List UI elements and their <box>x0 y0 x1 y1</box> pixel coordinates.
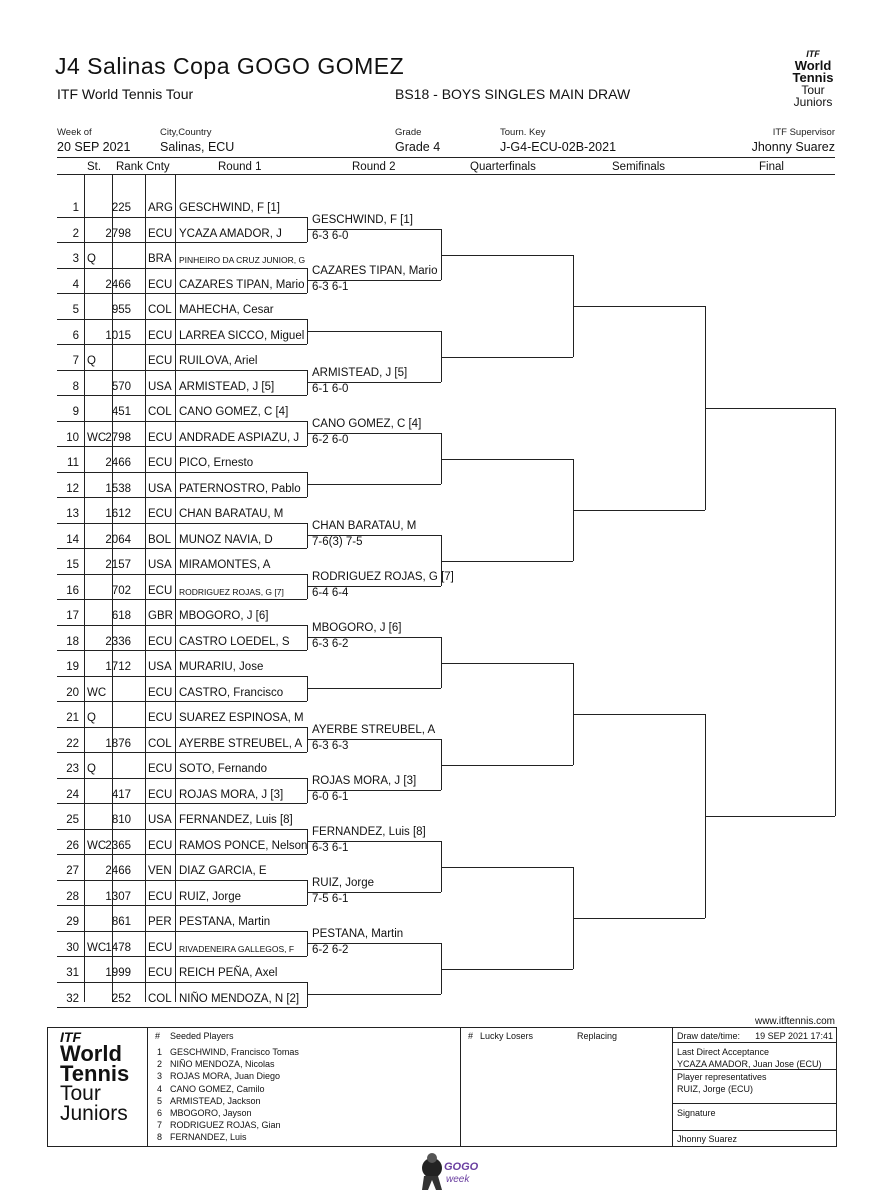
player-rank: 2466 <box>105 278 131 291</box>
itf-logo-itf: ITF <box>806 49 820 59</box>
player-country: COL <box>148 992 172 1005</box>
player-name: ARMISTEAD, J [5] <box>179 380 275 393</box>
footer-div-2 <box>460 1027 461 1146</box>
tour-name: ITF World Tennis Tour <box>57 86 194 102</box>
r2-winner: FERNANDEZ, Luis [8] <box>312 826 426 839</box>
grade-label: Grade <box>395 127 422 138</box>
player-name: RAMOS PONCE, Nelson <box>179 839 308 852</box>
player-row <box>57 956 307 981</box>
player-name: AYERBE STREUBEL, A <box>179 737 303 750</box>
city-label: City,Country <box>160 127 212 138</box>
itf-logo-bottom-world: World <box>60 1041 122 1066</box>
seeded-title: Seeded Players <box>170 1031 234 1041</box>
sf-line <box>573 714 705 715</box>
player-row <box>57 191 307 216</box>
player-name: MBOGORO, J [6] <box>179 610 269 622</box>
draw-position: 25 <box>66 814 79 826</box>
r2-score: 6-3 6-1 <box>312 842 349 855</box>
r2-score: 6-1 6-0 <box>312 383 349 396</box>
svg-text:GOGO: GOGO <box>444 1161 479 1173</box>
entry-status: Q <box>87 763 96 775</box>
player-name: ROJAS MORA, J [3] <box>179 788 284 801</box>
player-country: COL <box>148 406 172 418</box>
player-rank: 1538 <box>105 482 131 495</box>
footer-rule-a <box>672 1042 836 1043</box>
player-row <box>57 727 307 752</box>
itf-logo-top <box>783 48 843 108</box>
draw-position: 1 <box>72 202 79 214</box>
player-row <box>57 931 307 956</box>
itf-logo-bottom-tennis: Tennis <box>60 1061 130 1086</box>
r2-winner: CANO GOMEZ, C [4] <box>312 418 422 431</box>
player-country: USA <box>148 380 172 393</box>
player-name: RIVADENEIRA GALLEGOS, F <box>179 943 295 954</box>
player-name: PICO, Ernesto <box>179 457 254 469</box>
draw-position: 28 <box>66 890 79 903</box>
player-rank: 2365 <box>105 839 131 852</box>
player-country: COL <box>148 304 172 316</box>
r2-winner: GESCHWIND, F [1] <box>312 214 413 227</box>
player-name: SUAREZ ESPINOSA, M <box>179 712 304 724</box>
player-country: VEN <box>148 865 172 877</box>
lda-value: YCAZA AMADOR, Juan Jose (ECU) <box>677 1059 822 1069</box>
player-country: ECU <box>148 712 173 724</box>
player-name: CHAN BARATAU, M <box>179 508 284 520</box>
player-country: ECU <box>148 457 173 469</box>
player-rank: 618 <box>111 610 131 622</box>
event-name: BS18 - BOYS SINGLES MAIN DRAW <box>395 86 631 102</box>
qf-line <box>441 459 573 460</box>
player-row <box>57 395 307 420</box>
player-name: MIRAMONTES, A <box>179 559 271 571</box>
player-rank: 810 <box>111 814 131 826</box>
player-row <box>57 676 307 701</box>
seed-number: 8 <box>157 1132 163 1143</box>
entry-status: WC <box>87 941 107 954</box>
seed-name: FERNANDEZ, Luis <box>170 1132 247 1143</box>
player-country: ECU <box>148 941 173 954</box>
player-name: SOTO, Fernando <box>179 763 267 775</box>
r2-score: 6-3 6-3 <box>312 740 349 753</box>
player-name: REICH PEÑA, Axel <box>179 967 278 979</box>
draw-position: 11 <box>67 457 79 469</box>
lucky-losers-title: Lucky Losers <box>480 1031 534 1041</box>
player-row <box>57 268 307 293</box>
website: www.itftennis.com <box>754 1016 835 1027</box>
replacing-title: Replacing <box>577 1031 618 1041</box>
player-country: ECU <box>148 890 173 903</box>
player-country: ECU <box>148 635 173 648</box>
qf-line <box>441 867 573 868</box>
col-cnty: Cnty <box>146 161 170 173</box>
entry-status: Q <box>87 355 96 367</box>
player-row <box>57 803 307 828</box>
r2-winner: RUIZ, Jorge <box>312 877 374 890</box>
seed-name: ARMISTEAD, Jackson <box>170 1095 261 1106</box>
r2-score: 6-4 6-4 <box>312 587 349 600</box>
player-country: ECU <box>148 329 173 342</box>
footer-rule-c <box>672 1103 836 1104</box>
player-name: YCAZA AMADOR, J <box>179 227 282 240</box>
player-row <box>57 982 307 1007</box>
player-row <box>57 650 307 675</box>
player-row <box>57 446 307 471</box>
reps-value: RUIZ, Jorge (ECU) <box>677 1084 754 1094</box>
entry-status: Q <box>87 253 96 265</box>
draw-position: 31 <box>66 967 79 979</box>
draw-position: 5 <box>72 304 79 316</box>
player-row <box>57 421 307 446</box>
gogo-week-logo-graphic <box>418 1150 479 1194</box>
draw-position: 15 <box>66 559 79 571</box>
player-country: USA <box>148 661 172 673</box>
draw-date-value: 19 SEP 2021 17:41 <box>755 1031 833 1041</box>
player-rank: 2157 <box>105 559 131 571</box>
r2-line <box>307 484 441 485</box>
player-name: PATERNOSTRO, Pablo <box>179 482 301 495</box>
player-name: PINHEIRO DA CRUZ JUNIOR, G <box>179 255 306 265</box>
itf-logo-tennis: Tennis <box>792 70 834 85</box>
r2-score: 6-2 6-2 <box>312 944 349 957</box>
key-label: Tourn. Key <box>500 127 546 138</box>
draw-position: 8 <box>72 380 79 393</box>
player-rank: 2064 <box>105 533 131 546</box>
header-rule-top <box>57 157 835 158</box>
player-country: COL <box>148 737 172 750</box>
seed-number: 1 <box>157 1047 163 1057</box>
player-country: BRA <box>148 253 172 265</box>
player-row <box>57 574 307 599</box>
sf-line <box>573 510 705 511</box>
player-country: USA <box>148 559 172 571</box>
player-row <box>57 701 307 726</box>
player-row <box>57 625 307 650</box>
seed-number: 3 <box>157 1071 163 1082</box>
itf-logo-world: World <box>794 58 832 73</box>
player-row <box>57 344 307 369</box>
player-rank: 861 <box>111 916 131 928</box>
player-name: CASTRO, Francisco <box>179 686 284 699</box>
draw-position: 24 <box>66 788 79 801</box>
draw-date-label: Draw date/time: <box>677 1031 741 1041</box>
seeded-hash: # <box>155 1031 161 1041</box>
r2-score: 6-3 6-0 <box>312 230 349 243</box>
entry-status: WC <box>87 839 107 852</box>
seed-number: 6 <box>157 1108 163 1118</box>
footer-div-1 <box>147 1027 148 1146</box>
player-rank: 1307 <box>105 890 131 903</box>
r2-winner: PESTANA, Martin <box>312 928 404 941</box>
col-semifinals: Semifinals <box>612 161 666 173</box>
player-rank: 702 <box>111 584 131 597</box>
player-name: CANO GOMEZ, C [4] <box>179 406 289 418</box>
col-round1: Round 1 <box>218 161 262 173</box>
player-rank: 2336 <box>105 635 131 648</box>
player-name: GESCHWIND, F [1] <box>179 202 280 214</box>
player-name: MUNOZ NAVIA, D <box>179 533 273 546</box>
r2-score: 6-3 6-2 <box>312 638 349 651</box>
player-name: MURARIU, Jose <box>179 661 264 673</box>
player-row <box>57 548 307 573</box>
qf-line <box>441 765 573 766</box>
seed-number: 4 <box>157 1083 163 1094</box>
draw-position: 32 <box>66 992 79 1005</box>
seed-number: 7 <box>157 1120 163 1131</box>
player-country: ECU <box>148 584 173 597</box>
player-country: ECU <box>148 788 173 801</box>
player-rank: 1712 <box>105 661 131 673</box>
r2-line <box>307 331 441 332</box>
player-name: RODRIGUEZ ROJAS, G [7] <box>179 586 284 597</box>
col-round2: Round 2 <box>352 161 396 173</box>
final-line <box>705 816 835 817</box>
player-row <box>57 752 307 777</box>
player-rank: 955 <box>111 304 131 316</box>
r2-score: 7-6(3) 7-5 <box>312 536 363 549</box>
player-row <box>57 854 307 879</box>
seed-name: MBOGORO, Jayson <box>170 1108 252 1118</box>
player-rank: 417 <box>111 788 131 801</box>
player-row <box>57 523 307 548</box>
player-rank: 2466 <box>105 865 131 877</box>
seed-name: ROJAS MORA, Juan Diego <box>170 1071 281 1082</box>
col-rank: Rank <box>116 161 143 173</box>
player-rank: 2798 <box>105 227 131 240</box>
draw-position: 20 <box>66 686 79 699</box>
draw-position: 26 <box>66 839 79 852</box>
draw-position: 6 <box>72 329 79 342</box>
draw-position: 18 <box>66 635 79 648</box>
draw-position: 4 <box>72 278 79 291</box>
itf-logo-juniors: Juniors <box>793 95 833 109</box>
key-value: J-G4-ECU-02B-2021 <box>500 140 617 154</box>
player-country: ECU <box>148 278 173 291</box>
draw-position: 10 <box>66 431 79 444</box>
player-country: USA <box>148 814 172 826</box>
draw-position: 3 <box>72 253 79 265</box>
draw-position: 27 <box>66 865 79 877</box>
player-rank: 1015 <box>105 329 131 342</box>
draw-position: 19 <box>66 661 79 673</box>
player-row <box>57 472 307 497</box>
seed-number: 5 <box>157 1095 163 1106</box>
seed-name: RODRIGUEZ ROJAS, Gian <box>170 1120 281 1131</box>
player-name: CAZARES TIPAN, Mario <box>179 278 305 291</box>
gogo-week-logo <box>418 1150 479 1194</box>
seed-number: 2 <box>157 1059 163 1070</box>
player-name: RUIZ, Jorge <box>179 890 241 903</box>
player-country: ECU <box>148 763 173 775</box>
seed-name: NIÑO MENDOZA, Nicolas <box>170 1059 275 1070</box>
qf-line <box>441 969 573 970</box>
signature-value: Jhonny Suarez <box>677 1134 738 1144</box>
draw-position: 29 <box>66 916 79 928</box>
itf-logo-bottom-itf: ITF <box>60 1029 81 1045</box>
player-country: ECU <box>148 839 173 852</box>
draw-position: 17 <box>66 610 79 622</box>
r2-score: 7-5 6-1 <box>312 893 349 906</box>
week-value: 20 SEP 2021 <box>57 140 131 154</box>
r2-winner: AYERBE STREUBEL, A <box>312 724 436 737</box>
seed-name: GESCHWIND, Francisco Tomas <box>170 1047 299 1057</box>
player-row <box>57 497 307 522</box>
r2-line <box>307 688 441 689</box>
supervisor-value: Jhonny Suarez <box>751 140 835 154</box>
player-country: ECU <box>148 508 173 520</box>
qf-line <box>441 255 573 256</box>
draw-position: 21 <box>66 712 79 724</box>
draw-position: 14 <box>66 533 79 546</box>
ll-hash: # <box>468 1031 474 1041</box>
itf-logo-bottom-juniors: Juniors <box>60 1102 128 1125</box>
footer-rule-b <box>672 1069 836 1070</box>
final-connector <box>835 408 836 816</box>
player-name: RUILOVA, Ariel <box>179 355 258 367</box>
player-rank: 1612 <box>105 508 131 520</box>
col-quarterfinals: Quarterfinals <box>470 161 536 173</box>
player-name: LARREA SICCO, Miguel <box>179 329 305 342</box>
footer-rule-d <box>672 1130 836 1131</box>
qf-line <box>441 561 573 562</box>
player-country: PER <box>148 916 172 928</box>
entry-status: Q <box>87 712 96 724</box>
player-country: GBR <box>148 610 173 622</box>
player-row <box>57 370 307 395</box>
itf-logo-bottom <box>60 1030 129 1124</box>
player-rank: 451 <box>111 406 131 418</box>
player-row <box>57 242 307 267</box>
player-rank: 252 <box>111 992 131 1005</box>
final-line <box>705 408 835 409</box>
itf-logo-tour: Tour <box>801 83 825 97</box>
draw-position: 7 <box>72 355 79 367</box>
tournament-title: J4 Salinas Copa GOGO GOMEZ <box>55 53 405 79</box>
svg-text:week: week <box>446 1174 470 1185</box>
draw-position: 23 <box>66 763 79 775</box>
player-country: ECU <box>148 431 173 444</box>
player-rank: 1876 <box>105 737 131 750</box>
entry-status: WC <box>87 686 107 699</box>
row-line <box>57 1007 307 1008</box>
reps-label: Player representatives <box>677 1072 767 1082</box>
col-st: St. <box>87 161 102 173</box>
player-rank: 2466 <box>105 457 131 469</box>
itf-logo-bottom-tour: Tour <box>60 1082 101 1105</box>
player-rank: 570 <box>111 380 131 393</box>
week-label: Week of <box>57 127 92 138</box>
player-row <box>57 778 307 803</box>
r2-winner: ROJAS MORA, J [3] <box>312 775 417 788</box>
supervisor-label: ITF Supervisor <box>772 127 835 138</box>
draw-position: 16 <box>66 584 79 597</box>
player-row <box>57 880 307 905</box>
entry-status: WC <box>87 431 107 444</box>
r2-line <box>307 994 441 995</box>
player-name: ANDRADE ASPIAZU, J <box>179 431 300 444</box>
player-rank: 225 <box>111 202 131 214</box>
player-row <box>57 293 307 318</box>
player-name: FERNANDEZ, Luis [8] <box>179 814 293 826</box>
r2-score: 6-0 6-1 <box>312 791 349 804</box>
player-row <box>57 319 307 344</box>
city-value: Salinas, ECU <box>160 140 235 154</box>
player-country: ECU <box>148 686 173 699</box>
r2-winner: RODRIGUEZ ROJAS, G [7] <box>312 571 454 584</box>
draw-position: 9 <box>72 406 79 418</box>
draw-position: 2 <box>72 227 79 240</box>
footer-div-3 <box>672 1027 673 1146</box>
player-name: DIAZ GARCIA, E <box>179 865 267 877</box>
signature-label: Signature <box>677 1108 716 1118</box>
player-rank: 2798 <box>105 431 131 444</box>
grade-value: Grade 4 <box>395 140 441 154</box>
draw-position: 13 <box>66 508 79 520</box>
r2-winner: MBOGORO, J [6] <box>312 622 402 635</box>
r2-winner: ARMISTEAD, J [5] <box>312 367 408 380</box>
qf-line <box>441 357 573 358</box>
player-name: NIÑO MENDOZA, N [2] <box>179 992 300 1005</box>
sf-line <box>573 918 705 919</box>
draw-position: 30 <box>66 941 79 954</box>
draw-position: 22 <box>66 737 79 750</box>
player-name: PESTANA, Martin <box>179 916 271 928</box>
qf-line <box>441 663 573 664</box>
player-name: MAHECHA, Cesar <box>179 304 274 316</box>
r2-score: 6-3 6-1 <box>312 281 349 294</box>
lda-label: Last Direct Acceptance <box>677 1047 770 1057</box>
player-country: ARG <box>148 202 173 214</box>
player-row <box>57 905 307 930</box>
player-country: ECU <box>148 967 173 979</box>
r2-winner: CHAN BARATAU, M <box>312 520 417 533</box>
player-rank: 1999 <box>105 967 131 979</box>
draw-position: 12 <box>66 482 79 495</box>
player-country: USA <box>148 482 172 495</box>
player-name: CASTRO LOEDEL, S <box>179 635 290 648</box>
player-row <box>57 829 307 854</box>
player-row <box>57 599 307 624</box>
col-final: Final <box>759 161 784 173</box>
sf-line <box>573 306 705 307</box>
player-country: ECU <box>148 227 173 240</box>
player-rank: 1478 <box>105 941 131 954</box>
seed-name: CANO GOMEZ, Camilo <box>170 1083 265 1094</box>
header-rule-bottom <box>57 174 835 175</box>
player-country: ECU <box>148 355 173 367</box>
player-country: BOL <box>148 533 172 546</box>
r2-score: 6-2 6-0 <box>312 434 349 447</box>
player-row <box>57 217 307 242</box>
r2-winner: CAZARES TIPAN, Mario <box>312 265 438 278</box>
